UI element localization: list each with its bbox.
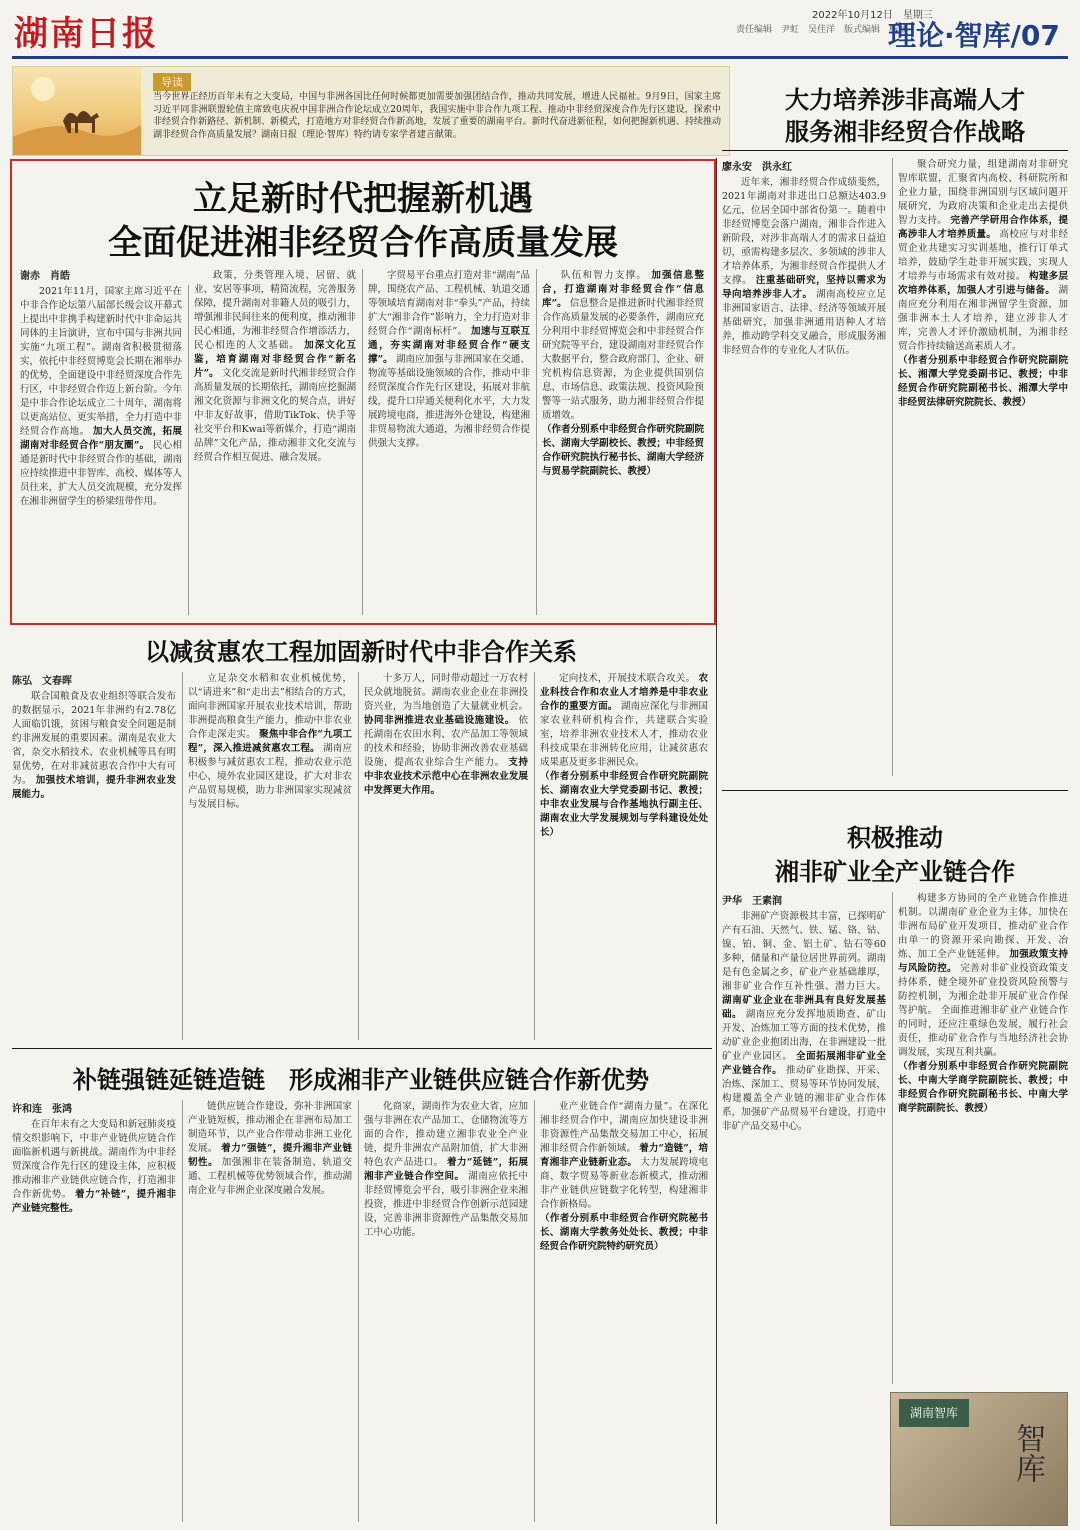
main-col4-subhead: 加强信息整合，打造湖南对非经贸合作“信息库”。 <box>542 270 704 309</box>
mineral-column-2 <box>898 892 1068 1384</box>
agri-column-3 <box>364 672 528 1040</box>
main-col1-text: 2021年11月，国家主席习近平在中非合作论坛第八届部长级会议开幕式上提出中非携手构建新时代中非命运共同体的主旨演讲，宣布中国与非洲共同实施“九项工程”。湖南省积极贯彻落实，依托中非经贸博览会长期在湘举办的优势，全面建设中非经贸深度合作先行区，中非经贸合作迈上新台阶。今年是中非合作论坛成立二十周年，湖南将以更高站位、更实举措，全力打造中非经贸合作高地。 <box>20 286 182 437</box>
chain-author-note: （作者分别系中非经贸合作研究院秘书长、湖南大学教务处处长、教授；中非经贸合作研究院特约研究员） <box>540 1213 708 1252</box>
agri-col3-subhead-b: 支持中非农业技术示范中心在非洲农业发展中发挥更大作用。 <box>364 757 528 796</box>
chain-col1-text: 在百年未有之大变局和新冠肺炎疫情交织影响下，中非产业链供应链合作面临新机遇与新挑战。湖南作为中非经贸深度合作先行区的建设主体，应积极推动湘非产业链供应链合作，打造湘非合作新优势。 <box>12 1119 176 1200</box>
agri-col2-subhead: 聚焦中非合作“九项工程”，深入推进减贫惠农工程。 <box>188 729 352 754</box>
column-divider <box>188 285 189 615</box>
talent-col2-text: 聚合研究力量，组建湖南对非研究智库联盟，汇聚省内高校、科研院所和企业力量，围绕非洲国别与区域问题开展研究，为政府决策和企业走出去提供智力支持。 <box>898 159 1068 226</box>
masthead-rule <box>12 56 1068 59</box>
talent-col1-text-b: 湖南高校应立足非洲国家语言、法律、经济等领域开展基础研究，加强非洲通用语种人才培养，推动跨学科交叉融合，形成服务湘非经贸合作的专业化人才队伍。 <box>722 289 886 356</box>
chain-col2-text-b: 加强湘非在装备制造、轨道交通、工程机械等优势领域合作，推动湖南企业与非洲企业深度融合发展。 <box>188 1157 352 1196</box>
talent-col2-subhead-b: 构建多层次培养体系，加强人才引进与储备。 <box>898 271 1068 296</box>
mineral-col2-text-c: 全面推进湘非矿业产业链合作的同时，还应注重绿色发展，履行社会责任，推动矿业合作与当地经济社会协调发展，实现互利共赢。 <box>898 1005 1068 1058</box>
column-divider <box>534 1100 535 1522</box>
talent-headline-line1: 大力培养涉非高端人才 <box>785 86 1025 114</box>
main-col4-text-b: 信息整合是推进新时代湘非经贸合作高质量发展的必要条件，湖南应充分利用中非经贸博览会和中非经贸合作研究院等平台，建设湖南对非经贸合作大数据平台，整合政府部门、企业、研究机构信息资源，为企业提供国别信息、市场信息、政策法规、投资风险预警等一站式服务，助力湘非经贸合作提质增效。 <box>542 298 704 421</box>
page-column-divider <box>716 158 717 1524</box>
talent-byline: 廖永安 洪永红 <box>722 162 792 173</box>
talent-col1-text: 近年来，湘非经贸合作成绩斐然，2021年湖南对非进出口总额达403.9亿元，位居全国中部省份第一。随着中非经贸博览会落户湖南，湘非合作进入新阶段，对涉非高端人才的需求日益迫切，亟需构建多层次、多领域的涉非人才培养体系，为湘非经贸合作提供人才支撑。 <box>722 177 886 286</box>
column-divider <box>536 269 537 615</box>
book-badge: 湖南智库 <box>899 1399 969 1427</box>
mineral-headline-line2: 湘非矿业全产业链合作 <box>775 858 1015 886</box>
main-col3-text-b: 湖南应加强与非洲国家在交通、物流等基础设施领域的合作，推动中非经贸深度合作先行区建设，拓展对非航线，提升口岸通关便利化水平，大力发展跨境电商，推进海外仓建设，构建湘非贸易物流大通道，为湘非经贸合作提供强大支撑。 <box>368 354 530 449</box>
talent-headline-line2: 服务湘非经贸合作战略 <box>785 118 1025 146</box>
main-headline-line2: 全面促进湘非经贸合作高质量发展 <box>108 223 618 263</box>
editor-credits: 责任编辑 尹虹 吴佳洋 版式编辑 杨诚 <box>736 25 908 35</box>
mineral-col2-text-b: 完善对非矿业投资政策支持体系，健全境外矿业投资风险预警与防控机制，为湘企赴非开展矿业合作保驾护航。 <box>898 963 1068 1016</box>
main-author-note: （作者分别系中非经贸合作研究院副院长、湖南大学副校长、教授；中非经贸合作研究院执行秘书长、湖南大学经济与贸易学院副院长、教授） <box>542 424 704 477</box>
chain-col3-text: 化商家，湖南作为农业大省，应加强与非洲在农产品加工、仓储物流等方面的合作，推动建立湘非农业全产业链，提升非洲农产品附加值，扩大非洲特色农产品进口。 <box>364 1101 528 1168</box>
agri-byline: 陈弘 文春晖 <box>12 676 72 687</box>
chain-col4-text-b: 大力发展跨境电商、数字贸易等新业态新模式，推动湘非产业链供应链数字化转型，构建湘非合作新格局。 <box>540 1157 708 1210</box>
editor-note <box>12 66 730 156</box>
agri-col2-text-b: 湖南应积极参与减贫惠农工程，推动农业示范中心、境外农业园区建设，扩大对非农产品贸易规模，助力非洲国家实现减贫与发展目标。 <box>188 743 352 810</box>
talent-col1-subhead: 注重基础研究，坚持以需求为导向培养涉非人才。 <box>722 275 886 300</box>
mineral-col1-subhead-b: 全面拓展湘非矿业全产业链合作。 <box>722 1051 886 1076</box>
chain-col2-text: 链供应链合作建设，弥补非洲国家产业链短板，推动湘企在非洲布局加工制造环节，以产业合作带动非洲工业化发展。 <box>188 1101 352 1154</box>
column-divider <box>362 269 363 615</box>
mineral-top-rule <box>722 790 1068 791</box>
main-article-box <box>10 159 716 625</box>
main-col2-text: 政策，分类管理入境、居留、就业、安居等事项，精简流程，完善服务保障，提升湖南对非籍人员的吸引力，增强湘非民间往来的便利度，推动湘非民心相通，为湘非经贸合作增添活力，民心相连的人文基础。 <box>194 270 356 351</box>
column-divider <box>182 672 183 1040</box>
main-headline-line1: 立足新时代把握新机遇 <box>193 179 533 219</box>
chain-col3-subhead: 着力“延链”，拓展湘非产业链合作空间。 <box>364 1157 528 1182</box>
main-col2-subhead: 加深文化互鉴，培育湖南对非经贸合作“新名片”。 <box>194 340 356 379</box>
mineral-headline-line1: 积极推动 <box>847 824 943 852</box>
agri-col4-subhead: 农业科技合作和农业人才培养是中非农业合作的重要方面。 <box>540 673 708 712</box>
mineral-col1-text: 非洲矿产资源极其丰富，已探明矿产有石油、天然气、铁、锰、铬、钴、镍、铂、铜、金、铝土矿、钻石等60多种，储量和产量位居世界前列。湖南是有色金属之乡，矿业产业基础雄厚，湘非矿业合作互补性强、潜力巨大。 <box>722 911 886 992</box>
main-col3-subhead: 加速与互联互通，夯实湖南对非经贸合作“硬支撑”。 <box>368 326 530 365</box>
agri-col3-subhead: 协同非洲推进农业基础设施建设。 <box>364 715 515 726</box>
chain-column-4 <box>540 1100 708 1522</box>
main-col1-text-b: 民心相通是新时代中非经贸合作的基础，湖南应持续推进中非智库、高校、媒体等人员往来，扩大人员交流规模，充分发挥在湘非洲留学生的桥梁纽带作用。 <box>20 440 182 507</box>
chain-col1-subhead: 着力“补链”，提升湘非产业链完整性。 <box>12 1189 176 1214</box>
column-divider <box>534 672 535 1040</box>
agri-col1-subhead: 加强技术培训，提升非洲农业发展能力。 <box>12 775 176 800</box>
talent-col2-text-c: 湖南应充分利用在湘非洲留学生资源，加强非洲本土人才培养，建立涉非人才库，完善人才评价激励机制，为湘非经贸合作持续输送高素质人才。 <box>898 285 1068 352</box>
main-column-2 <box>194 269 356 615</box>
chain-col4-subhead: 着力“造链”，培育湘非产业链新业态。 <box>540 1143 708 1168</box>
section-title: 理论·智库/07 <box>888 19 1060 52</box>
talent-author-note: （作者分别系中非经贸合作研究院副院长、湘潭大学党委副书记、教授；中非经贸合作研究院副秘书长、湘潭大学中非经贸法律研究院院长、教授） <box>898 355 1068 408</box>
mineral-col1-subhead: 湖南矿业企业在非洲具有良好发展基础。 <box>722 995 886 1020</box>
agri-col4-text: 定向技术，开展技术联合攻关。 <box>559 673 696 684</box>
think-tank-book-image <box>890 1392 1068 1526</box>
chain-column-2 <box>188 1100 352 1522</box>
book-calligraphy: 智库 <box>1010 1423 1045 1483</box>
main-column-1 <box>20 285 182 615</box>
agri-column-2 <box>188 672 352 1040</box>
chain-column-1 <box>12 1118 176 1522</box>
agri-col3-text: 十多万人，同时带动超过一万农村民众就地脱贫。湖南农业企业在非洲投资兴业，为当地创造了大量就业机会。 <box>364 673 528 712</box>
column-divider <box>182 1100 183 1522</box>
column-divider <box>892 892 893 1384</box>
talent-headline-rule <box>722 150 1068 151</box>
talent-col2-text-b: 高校应与对非经贸企业共建实习实训基地，推行订单式培养，鼓励学生赴非开展实践，实现人才培养与市场需求有效对接。 <box>898 229 1068 282</box>
mineral-col1-text-b: 湖南应充分发挥地质勘查、矿山开发、冶炼加工等方面的技术优势，推动矿业企业抱团出海，在非洲建设一批矿业产业园区。 <box>722 1009 886 1062</box>
agri-col2-text: 立足杂交水稻和农业机械优势，以“请进来”和“走出去”相结合的方式，面向非洲国家开展农业技术培训，帮助非洲提高粮食生产能力，推动中非农业合作走深走实。 <box>188 673 352 740</box>
talent-col2-subhead: 完善产学研用合作体系，提高涉非人才培养质量。 <box>898 215 1068 240</box>
desert-camel-illustration <box>13 67 141 155</box>
chain-top-rule <box>12 1048 712 1049</box>
chain-col3-text-b: 湖南应依托中非经贸博览会平台，吸引非洲企业来湘投资，推进中非经贸合作创新示范园建设，完善非洲非资源性产品集散交易加工中心功能。 <box>364 1171 528 1238</box>
mineral-byline: 尹华 王素润 <box>722 896 782 907</box>
agri-column-1 <box>12 690 176 1040</box>
column-divider <box>892 158 893 776</box>
agri-column-4 <box>540 672 708 1040</box>
chain-column-3 <box>364 1100 528 1522</box>
mineral-author-note: （作者分别系中非经贸合作研究院副院长、中南大学商学院副院长、教授；中非经贸合作研究院副秘书长、中南大学商学院副院长、教授） <box>898 1061 1068 1114</box>
main-col2-text-b: 文化交流是新时代湘非经贸合作高质量发展的长期依托，湖南应挖掘湖湘文化资源与非洲文化的契合点，讲好中非友好故事，借助TikTok、快手等社交平台和Kwai等新媒介，打造“湖南品牌”文化产品，推动湘非文化交流与经贸合作相互促进、融合发展。 <box>194 368 356 463</box>
chain-col2-subhead: 着力“强链”，提升湘非产业链韧性。 <box>188 1143 352 1168</box>
main-column-3 <box>368 269 530 615</box>
main-col3-text: 字贸易平台重点打造对非“湖南”品牌，围绕农产品、工程机械、轨道交通等领域培育湖南对非“拳头”产品，持续扩大“湘非合作”影响力，全力打造对非经贸合作“湖南标杆”。 <box>368 270 530 337</box>
column-divider <box>358 1100 359 1522</box>
agri-col4-text-b: 湖南应深化与非洲国家农业科研机构合作，共建联合实验室，培养非洲农业技术人才，推动农业科技成果在非洲转化应用，让减贫惠农成果惠及更多非洲民众。 <box>540 701 708 768</box>
agri-col1-text: 联合国粮食及农业组织等联合发布的数据显示，2021年非洲约有2.78亿人面临饥饿，贫困与粮食安全问题是制约非洲发展的重要因素。湖南是农业大省，杂交水稻技术、农业机械等具有明显优势，在对非减贫惠农合作中大有可为。 <box>12 691 176 786</box>
agri-author-note: （作者分别系中非经贸合作研究院副院长、湖南农业大学党委副书记、教授；中非农业发展与合作基地执行副主任、湖南农业大学发展规划与学科建设处处长） <box>540 771 708 838</box>
main-column-4 <box>542 269 704 615</box>
mineral-col2-text: 构建多方协同的全产业链合作推进机制。以湖南矿业企业为主体，加快在非洲布局矿业开发项目，推动矿业合作由单一的资源开采向勘探、开发、冶炼、加工全产业链延伸。 <box>898 893 1068 960</box>
note-text: 当今世界正经历百年未有之大变局，中国与非洲各国比任何时候都更加需要加强团结合作，推动共同发展，增进人民福祉。9月9日，国家主席习近平同非洲联盟轮值主席致电庆祝中国非洲合作论坛成立20周年，我国实施中非合作九项工程、推动中非经贸深度合作先行区建设，探索中非经贸合作新路径、新机制、新模式，打造地方对非经贸合作新高地，发展了重要的湖南平台。新时代奋进新征程，如何把握新机遇、持续推动湖非经贸合作高质量发展？湖南日报（理论·智库）特约请专家学者建言献策。 <box>153 92 721 140</box>
mineral-col2-subhead: 加强政策支持与风险防控。 <box>898 949 1068 974</box>
talent-column-2 <box>898 158 1068 776</box>
chain-byline: 许和连 张鸿 <box>12 1104 72 1115</box>
main-col4-text: 队伍和智力支撑。 <box>561 270 648 281</box>
mineral-col1-text-c: 推动矿业勘探、开采、冶炼、深加工、贸易等环节协同发展，构建覆盖全产业链的湘非矿业合作体系，加强矿产品贸易平台建设，打造中非矿产品交易中心。 <box>722 1065 886 1132</box>
talent-column-1 <box>722 176 886 776</box>
issue-date: 2022年10月12日 星期三 <box>812 10 933 21</box>
mineral-column-1 <box>722 910 886 1380</box>
agri-col3-text-b: 依托湖南在农田水利、农产品加工等领域的技术和经验，协助非洲改善农业基础设施，提高农业综合生产能力。 <box>364 715 528 768</box>
note-tag: 导读 <box>153 73 191 91</box>
newspaper-logo: 湖南日报 <box>14 14 158 54</box>
chain-col4-text: 业产业链合作“湖南力量”。在深化湘非经贸合作中，湖南应加快建设非洲非资源性产品集散交易加工中心，拓展湘非经贸合作新领域。 <box>540 1101 708 1154</box>
agri-headline: 以减贫惠农工程加固新时代中非合作关系 <box>145 638 577 666</box>
column-divider <box>358 672 359 1040</box>
main-byline: 谢赤 肖皓 <box>20 271 70 282</box>
chain-headline: 补链强链延链造链 形成湘非产业链供应链合作新优势 <box>73 1066 649 1094</box>
main-col1-subhead: 加大人员交流，拓展湖南对非经贸合作“朋友圈”。 <box>20 426 182 451</box>
masthead <box>0 0 1080 62</box>
